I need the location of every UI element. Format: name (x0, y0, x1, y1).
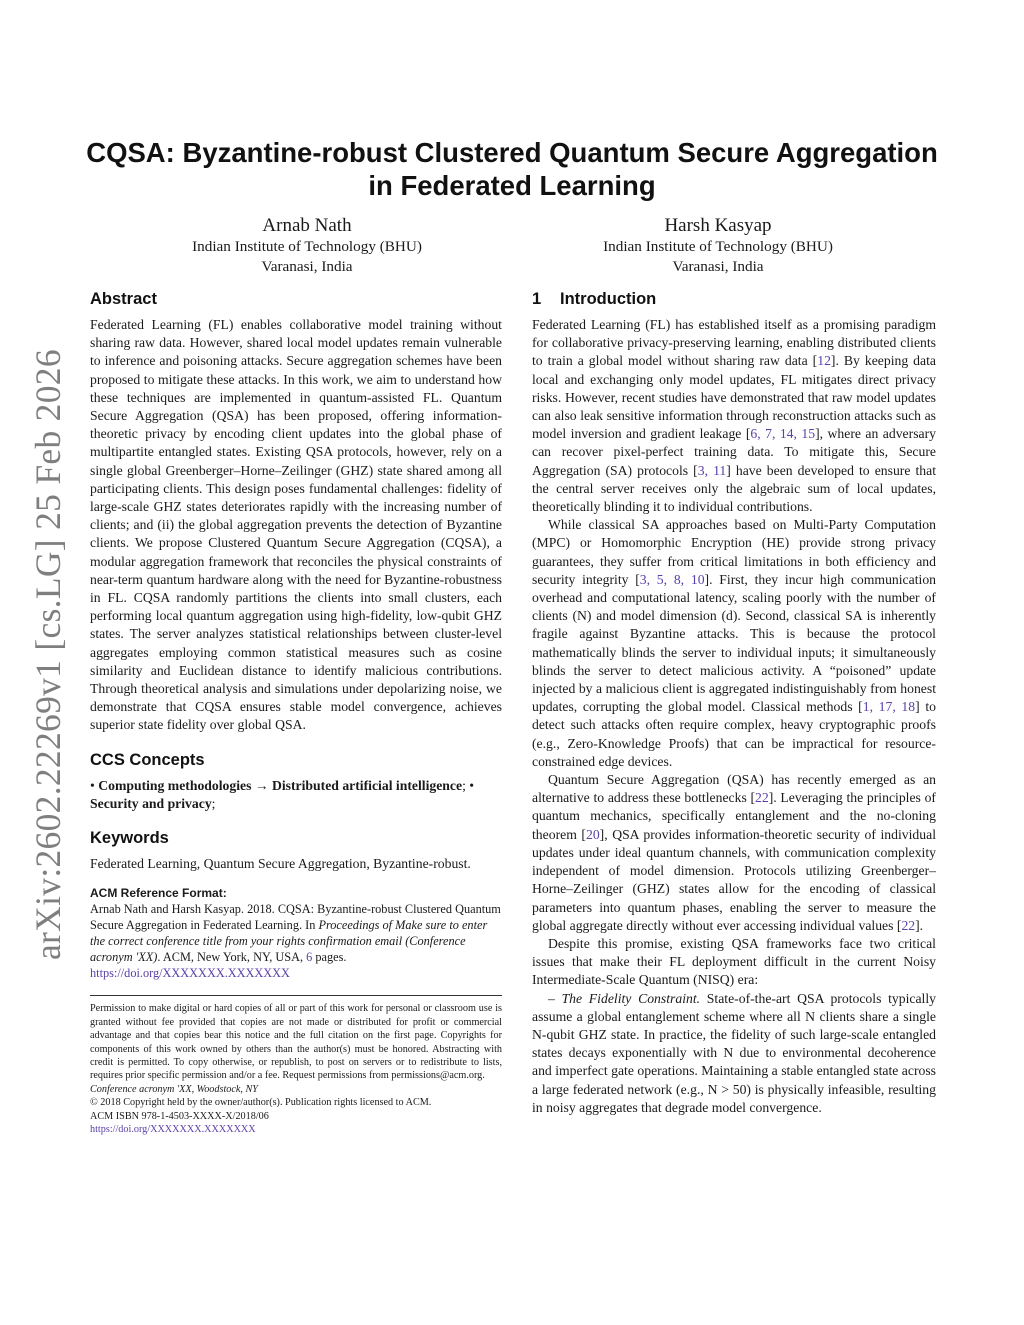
acm-reference-part: pages. (312, 950, 347, 965)
text-span: ]. (915, 917, 924, 933)
author-name: Arnab Nath (262, 215, 352, 236)
text-span: ] to detect such attacks often require complex, heavy cryptographic proofs (e.g., Zero-Knowledge Proofs) that can be impractical for resource-constrained edge devices. (532, 699, 936, 769)
author-name: Harsh Kasyap (664, 215, 772, 236)
intro-paragraph-5 (532, 990, 936, 1117)
author-affiliation: Indian Institute of Technology (BHU) (192, 238, 422, 255)
intro-paragraph-4: Despite this promise, existing QSA frameworks face two critical issues that make their FL deployment difficult in the current Noisy Intermediate-Scale Quantum (NISQ) era: (532, 935, 936, 988)
text-span: ] have been developed to ensure that the central server receives only the algebraic sum of local updates, theoretically blinding it to individual contributions. (532, 462, 937, 515)
citation-link[interactable]: 1, 17, 18 (862, 699, 916, 715)
text-span: ], QSA provides information-theoretic security of individual updates under ideal quantum channels, with communication complexity independent of model dimension. Protocols utilizing Greenberger–Horne–Zeilinger (GHZ) states allow for the encoding of classical parameters into quantum phases, enabling the server to measure the global aggregate directly without ever accessing individual values [ (532, 826, 937, 933)
footnote-block (90, 1002, 502, 1136)
ccs-bullet: • (90, 777, 95, 793)
paper-title-line-2: in Federated Learning (368, 170, 656, 201)
abstract-text: Federated Learning (FL) enables collaborative model training without sharing raw data. However, shared local model updates remain vulnerable to inference and poisoning attacks. Secure aggregation schemes have been proposed to mitigate these attacks. In this work, we aim to understand how these techniques are implemented in quantum-assisted FL. Quantum Secure Aggregation (QSA) has been proposed, offering information-theoretic privacy by encoding client updates into the global phase of multipartite entangled states. Existing QSA protocols, however, rely on a single global Greenberger–Horne–Zeilinger (GHZ) state shared among all participating clients. This design poses fundamental challenges: fidelity of large-scale GHZ states deteriorates rapidly with the increasing number of clients; and (ii) the global aggregation prevents the detection of Byzantine clients. We propose Clustered Quantum Secure Aggregation (CQSA), a modular aggregation framework that reconciles the physical constraints of near-term quantum hardware along with the need for Byzantine-robustness in FL. CQSA randomly partitions the clients into small clusters, each performing local quantum aggregation using high-fidelity, low-qubit GHZ states. The server analyzes statistical relationships between cluster-level aggregates employing common statistical measures such as cosine similarity and Euclidean distance to identify malicious contributions. Through theoretical analysis and simulations under depolarizing noise, we demonstrate that CQSA ensures stable model convergence, achieves superior state fidelity over global QSA. (90, 317, 502, 733)
acm-reference-part: Arnab Nath and Harsh Kasyap. 2018. CQSA: Byzantine-robust Clustered Quantum Secure Aggregation in Federated Learning. In (90, 902, 501, 933)
text-span: While classical SA approaches based on Multi-Party Computation (MPC) or Homomorphic Encryption (HE) provide strong privacy guarantees, they suffer from critical limitations in both efficiency and security integrity [ (532, 517, 936, 587)
acm-reference-heading: ACM Reference Format: (90, 886, 227, 901)
left-column (90, 288, 502, 1136)
ccs-item-1: Computing methodologies → Distributed artificial intelligence (98, 777, 463, 793)
citation-link[interactable]: 6, 7, 14, 15 (750, 426, 816, 442)
citation-link[interactable]: 22 (901, 917, 916, 933)
footnote-doi-link[interactable]: https://doi.org/XXXXXXX.XXXXXXX (90, 1123, 256, 1135)
citation-link[interactable]: 3, 11 (697, 462, 727, 478)
paper-title-line-1: CQSA: Byzantine-robust Clustered Quantum Secure Aggregation (86, 137, 938, 168)
constraint-title: The Fidelity Constraint. (561, 990, 701, 1006)
isbn: ACM ISBN 978-1-4503-XXXX-X/2018/06 (90, 1110, 269, 1122)
permission-notice: Permission to make digital or hard copies of all or part of this work for personal or classroom use is granted without fee provided that copies are not made or distributed for profit or commercial advantage and that copies bear this notice and the full citation on the first page. Copyrights for components of this work owned by others than the author(s) must be honored. Abstracting with credit is permitted. To copy otherwise, or republish, to post on servers or to redistribute to lists, requires prior specific permission and/or a fee. Request permissions from permissions@acm.org. (90, 1003, 502, 1082)
ccs-end: ; (211, 795, 216, 811)
author-block-1 (147, 214, 467, 277)
acm-reference-text (90, 901, 502, 981)
acm-reference-venue: Proceedings of Make sure to enter the correct conference title from your rights confirmation email (Conference acronym 'XX) (90, 918, 488, 965)
author-affiliation: Indian Institute of Technology (BHU) (603, 238, 833, 255)
copyright-notice: © 2018 Copyright held by the owner/author(s). Publication rights licensed to ACM. (90, 1097, 432, 1109)
keywords-text: Federated Learning, Quantum Secure Aggregation, Byzantine-robust. (90, 856, 471, 872)
intro-paragraph-2 (532, 516, 936, 771)
ccs-bullet: • (469, 777, 475, 793)
citation-link[interactable]: 3, 5, 8, 10 (639, 571, 705, 587)
ccs-concepts (90, 777, 502, 813)
acm-reference-doi-link[interactable]: https://doi.org/XXXXXXX.XXXXXXX (90, 966, 290, 981)
ccs-separator: ; (462, 777, 470, 793)
text-span: Quantum Secure Aggregation (QSA) has recently emerged as an alternative to address these bottlenecks [ (532, 772, 936, 806)
text-span: ], where an adversary can recover pixel-perfect training data. To mitigate this, Secure Aggregation (SA) protocols [ (532, 426, 936, 478)
text-span: ]. By keeping data local and exchanging only model updates, FL mitigates direct privacy risks. However, recent studies have demonstrated that raw model updates can also leak sensitive information through reconstruction attacks such as model inversion and gradient leakage [ (532, 353, 936, 442)
acm-reference-part: . ACM, New York, NY, USA, (157, 950, 307, 965)
section-title: Introduction (560, 290, 657, 308)
acm-reference-pages[interactable]: 6 (306, 950, 313, 965)
section-number: 1 (532, 290, 542, 308)
intro-paragraph-1 (532, 316, 936, 516)
keywords-heading: Keywords (90, 829, 169, 848)
ccs-heading: CCS Concepts (90, 750, 205, 769)
citation-link[interactable]: 12 (817, 353, 831, 369)
abstract-heading: Abstract (90, 290, 157, 308)
text-span: State-of-the-art QSA protocols typically assume a global entanglement scheme where all N clients share a single N-qubit GHZ state. In practice, the fidelity of such large-scale entangled states decays exponentially with N due to environmental decoherence and imperfect gate operations. Maintaining a stable entangled state across a large federated network (e.g., N > 50) is physically infeasible, resulting in noisy aggregates that degrade model convergence. (532, 990, 936, 1115)
conference-info: Conference acronym 'XX, Woodstock, NY (90, 1083, 258, 1095)
citation-link[interactable]: 22 (755, 790, 769, 806)
ccs-item-2: Security and privacy (90, 795, 212, 811)
text-span: ]. Leveraging the principles of quantum mechanics, specifically entanglement and the no-cloning theorem [ (532, 790, 936, 842)
footnote-divider (90, 995, 502, 996)
arxiv-identifier: arXiv:2602.22269v1 [cs.LG] 25 Feb 2026 (28, 349, 68, 960)
introduction-heading (532, 288, 936, 310)
text-span: Federated Learning (FL) has established itself as a promising paradigm for collaborative privacy-preserving learning, enabling distributed clients to train a global model without sharing raw data [ (532, 317, 936, 369)
paper-title (80, 136, 944, 202)
intro-paragraph-3 (532, 771, 936, 935)
dash: – (548, 990, 562, 1006)
right-column (532, 288, 936, 1117)
author-location: Varanasi, India (261, 258, 353, 275)
text-span: ]. First, they incur high communication overhead and computational latency, scaling poorly with the number of clients (N) and model dimension (d). Second, classical SA is inherently fragile against Byzantine attacks. This is because the protocol mathematically blinds the server to individual inputs; it simultaneously blinds the server to detect malicious activity. A “poisoned” update injected by a malicious client is aggregated indistinguishably from honest updates, corrupting the global model. Classical methods [ (532, 571, 937, 715)
author-location: Varanasi, India (672, 258, 764, 275)
citation-link[interactable]: 20 (585, 826, 600, 842)
author-block-2 (558, 214, 878, 277)
